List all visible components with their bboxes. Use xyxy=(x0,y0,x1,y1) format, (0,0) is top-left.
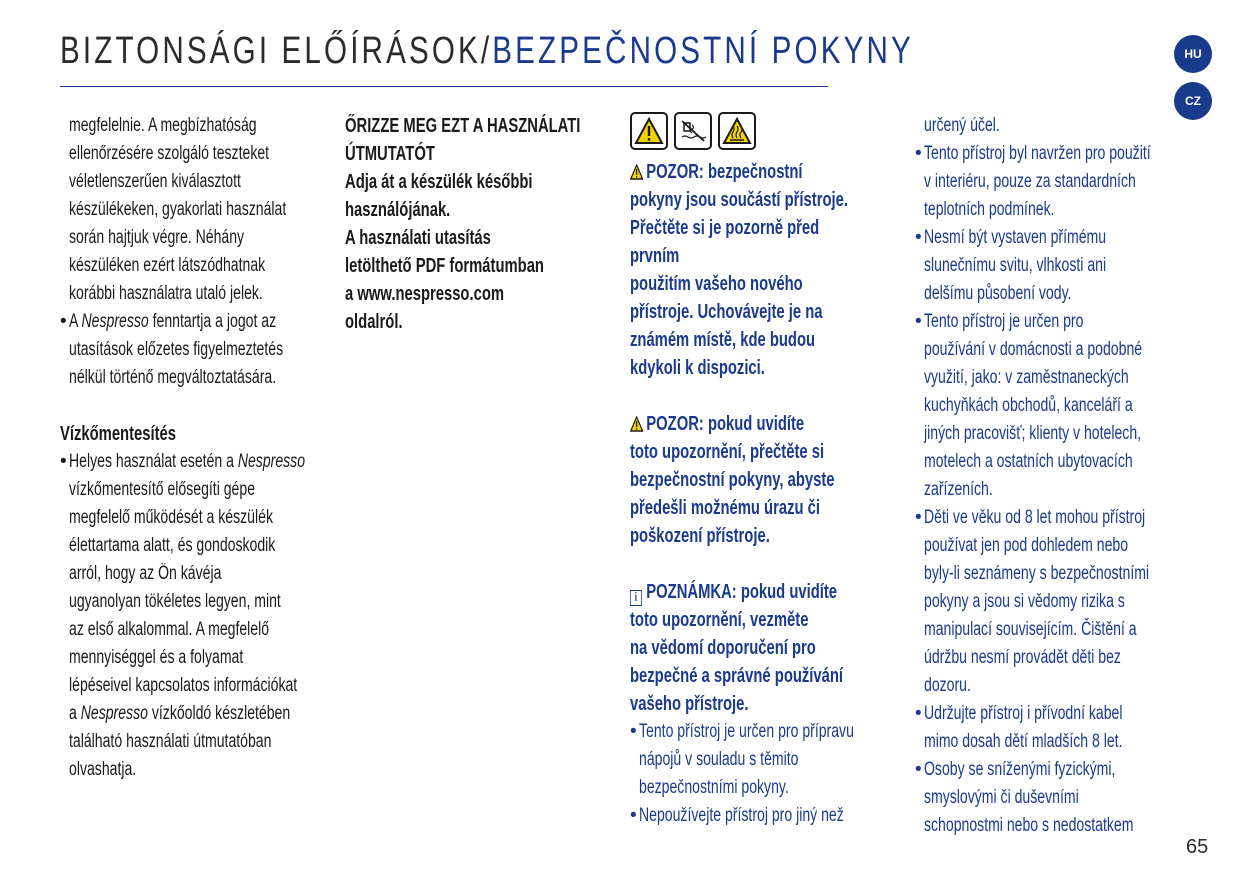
text-line: élettartama alatt, és gondoskodik xyxy=(69,535,276,556)
bullet-item xyxy=(630,802,915,830)
brand-name: Nespresso xyxy=(81,311,149,332)
text-line: bezpečnostní pokyny, abyste xyxy=(630,469,835,491)
language-badge-cz: CZ xyxy=(1174,82,1212,120)
text-line: véletlenszerűen kiválasztott xyxy=(69,171,241,192)
text-line: prvním xyxy=(630,245,680,267)
text-line: POZOR: pokud uvidíte xyxy=(630,410,804,438)
intro-line: určený účel. xyxy=(924,115,1000,136)
text-line: Adja át a készülék későbbi xyxy=(345,171,533,193)
text-line: utasítások előzetes figyelmeztetés xyxy=(69,339,284,360)
text-line: bezpečné a správné používání xyxy=(630,665,844,687)
text-line: olvashatja. xyxy=(69,759,137,780)
text-line: vašeho přístroje. xyxy=(630,693,749,715)
text-line: Přečtěte si je pozorně před xyxy=(630,217,820,239)
bullet-item: • Tento přístroj byl navržen pro použití v interiéru, pouze za standardních teplotních podmínek. xyxy=(915,140,1205,224)
bullet-item: • Děti ve věku od 8 let mohou přístroj používat jen pod dohledem nebo byly-li seznámeny s bezpečnostními pokyny a jsou si vědomy rizika s manipulací souvisejícím. Čištění a údržbu nesmí provádět děti bez dozoru. xyxy=(915,504,1205,700)
text-line: bezpečnostními pokyny. xyxy=(639,777,789,798)
bullet-item: • Osoby se sníženými fyzickými, smyslovými či duševními schopnostmi nebo s nedostatkem xyxy=(915,756,1205,840)
text-line: megfelelnie. A megbízhatóság xyxy=(69,115,257,136)
section-heading: Vízkőmentesítés xyxy=(60,423,176,445)
text-line: vízkőmentesítő elősegíti gépe xyxy=(69,479,256,500)
brand-name: Nespresso xyxy=(80,703,148,724)
bullet-item xyxy=(630,718,915,802)
text-line: megfelelő működését a készülék xyxy=(69,507,273,528)
text-line: toto upozornění, vezměte xyxy=(630,609,809,631)
bullet-item xyxy=(60,448,335,784)
text-line: során hajtjuk végre. Néhány xyxy=(69,227,245,248)
warning-triangle-icon xyxy=(630,416,643,432)
title-divider xyxy=(60,86,828,87)
page-number: 65 xyxy=(1186,836,1209,858)
note-recommendations xyxy=(630,578,915,718)
text-line: předešli možnému úrazu či xyxy=(630,497,820,519)
warning-triangle-icon xyxy=(630,164,643,180)
text-line: známém místě, kde budou xyxy=(630,329,816,351)
text-line: a Nespresso vízkőoldó készletében xyxy=(69,703,291,724)
text-line: készülékeken, gyakorlati használat xyxy=(69,199,287,220)
bullet-item: • Nesmí být vystaven přímému slunečnímu svitu, vlhkosti ani delšímu působení vody. xyxy=(915,224,1205,308)
text-line: na vědomí doporučení pro xyxy=(630,637,816,659)
bullet-item: • Tento přístroj je určen pro používání v domácnosti a podobné využití, jako: v zaměstnaneckých kuchyňkách obchodů, kanceláří a jiných pracovišť; klienty v hotelech, motelech a ostatních ubytovacích zařízeních. xyxy=(915,308,1205,504)
text-line: a www.nespresso.com xyxy=(345,283,505,305)
text-line: přístroje. Uchovávejte je na xyxy=(630,301,823,323)
cz-bullets xyxy=(630,718,915,830)
text-line: toto upozornění, přečtěte si xyxy=(630,441,825,463)
warning-safety-part xyxy=(630,158,915,382)
text-line: ŐRIZZE MEG EZT A HASZNÁLATI xyxy=(345,115,581,137)
warning-triangle-icon xyxy=(630,112,668,150)
text-line: Tento přístroj je určen pro přípravu xyxy=(639,721,854,742)
brand-name: Nespresso xyxy=(237,451,306,472)
column-hu-keep-instructions xyxy=(345,112,615,336)
text-line: lépéseivel kapcsolatos információkat xyxy=(69,675,298,696)
text-line: použitím vašeho nového xyxy=(630,273,803,295)
text-line: kdykoli k dispozici. xyxy=(630,357,765,379)
text-line: mennyiséggel és a folyamat xyxy=(69,647,244,668)
text-line: Helyes használat esetén a Nespresso xyxy=(69,451,306,472)
text-line: ugyanolyan tökéletes legyen, mint xyxy=(69,591,281,612)
info-icon: i xyxy=(630,590,642,606)
language-badge-hu: HU xyxy=(1174,35,1212,73)
bullet-item xyxy=(60,308,335,392)
text-line: ÚTMUTATÓT xyxy=(345,143,435,165)
hot-surface-icon xyxy=(718,112,756,150)
safety-icons xyxy=(630,112,915,150)
page-title xyxy=(60,30,914,73)
text-line: i POZNÁMKA: pokud uvidíte xyxy=(630,578,837,606)
text-line: készüléken ezért látszódhatnak xyxy=(69,255,266,276)
text-line: használójának. xyxy=(345,199,451,221)
column-cz-right xyxy=(915,112,1205,840)
text-line: oldalról. xyxy=(345,311,403,333)
text-line: poškození přístroje. xyxy=(630,525,770,547)
column-cz-warnings xyxy=(630,112,915,830)
title-cz: BEZPEČNOSTNÍ POKYNY xyxy=(492,30,914,72)
title-hu: BIZTONSÁGI ELŐÍRÁSOK/ xyxy=(60,30,493,72)
text-line: található használati útmutatóban xyxy=(69,731,272,752)
text-line: ellenőrzésére szolgáló teszteket xyxy=(69,143,270,164)
bullet-item: • Udržujte přístroj i přívodní kabel mimo dosah dětí mladších 8 let. xyxy=(915,700,1205,756)
text-line: arról, hogy az Ön kávéja xyxy=(69,563,222,584)
intro-paragraph xyxy=(60,112,335,308)
text-line: pokyny jsou součástí přístroje. xyxy=(630,189,848,211)
text-line: nápojů v souladu s těmito xyxy=(639,749,799,770)
text-line: korábbi használatra utaló jelek. xyxy=(69,283,263,304)
text-line: letölthető PDF formátumban xyxy=(345,255,544,277)
warning-read-instructions xyxy=(630,410,915,550)
text-line: az első alkalommal. A megfelelő xyxy=(69,619,270,640)
text-line: A Nespresso fenntartja a jogot az xyxy=(69,311,277,332)
column-hu-left xyxy=(60,112,335,784)
text-line: nélkül történő megváltoztatására. xyxy=(69,367,277,388)
text-line: Nepoužívejte přístroj pro jiný než xyxy=(639,805,844,826)
text-line: POZOR: bezpečnostní xyxy=(630,158,803,186)
no-water-immersion-icon xyxy=(674,112,712,150)
text-line: A használati utasítás xyxy=(345,227,491,249)
